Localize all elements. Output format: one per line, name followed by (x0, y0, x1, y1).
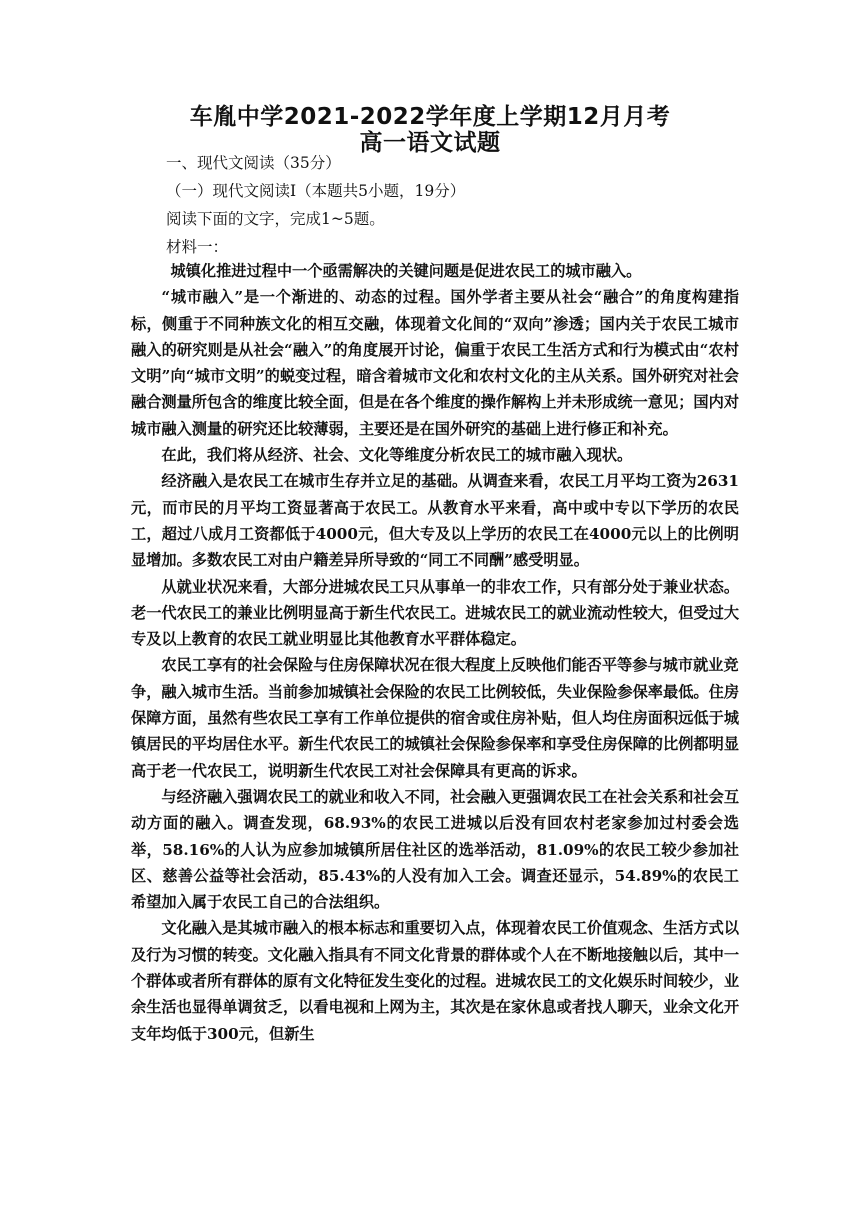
subsection-heading: （一）现代文阅读Ⅰ（本题共5小题，19分） (166, 182, 466, 200)
paragraph: 城镇化推进过程中一个亟需解决的关键问题是促进农民工的城市融入。 (170, 262, 642, 280)
paragraph: 从就业状况来看，大部分进城农民工只从事单一的非农工作，只有部分处于兼业状态。老一代农民工的兼业比例明显高于新生代农民工。进城农民工的就业流动性较大，但受过大专及以上教育的农民工就业明显比其他教育水平群体稳定。 (131, 577, 739, 649)
paragraph: “城市融入”是一个渐进的、动态的过程。国外学者主要从社会“融合”的角度构建指标，侧重于不同种族文化的相互交融，体现着文化间的“双向”渗透；国内关于农民工城市融入的研究则是从社会“融入”的角度展开讨论，偏重于农民工生活方式和行为模式由“农村文明”向“城市文明”的蜕变过程，暗含着城市文化和农村文化的主从关系。国外研究对社会融合测量所包含的维度比较全面，但是在各个维度的操作解构上并未形成统一意见；国内对城市融入测量的研究还比较薄弱，主要还是在国外研究的基础上进行修正和补充。 (131, 288, 739, 438)
paragraph: 农民工享有的社会保险与住房保障状况在很大程度上反映他们能否平等参与城市就业竞 (161, 656, 739, 675)
section-heading: 一、现代文阅读（35分） (166, 154, 341, 172)
paragraph: 与经济融入强调农民工的就业和收入不同，社会融入更强调农民工在社会关系和社会互动方面的融入。调查发现，68.93%的农民工进城以后没有回农村老家参加过村委会选举，58.16%的人认为应参加城镇所居住社区的选举活动，81.09%的农民工较少参加社区、慈善公益等社会活动，85.43%的人没有加入工会。调查还显示，54.89%的农民工希望加入属于农民工自己的合法组织。 (131, 787, 739, 912)
reading-passage (131, 258, 739, 1047)
paragraph: 争，融入城市生活。当前参加城镇社会保险的农民工比例较低，失业保险参保率最低。住房保障方面，虽然有些农民工享有工作单位提供的宿舍或住房补贴，但人均住房面积远低于城镇居民的平均居住水平。新生代农民工的城镇社会保险参保率和享受住房保障的比例都明显高于老一代农民工，说明新生代农民工对社会保障具有更高的诉求。 (131, 682, 739, 780)
document-subtitle: 高一语文试题 (359, 130, 501, 156)
reading-instruction: 阅读下面的文字，完成1~5题。 (166, 210, 385, 228)
paragraph: 经济融入是农民工在城市生存并立足的基础。从调查来看，农民工月平均工资为2631元，而市民的月平均工资显著高于农民工。从教育水平来看，高中或中专以下学历的农民工，超过八成月工资都低于4000元，但大专及以上学历的农民工在4000元以上的比例明显增加。多数农民工对由户籍差异所导致的“同工不同酬”感受明显。 (131, 472, 739, 570)
paragraph: 文化融入是其城市融入的根本标志和重要切入点，体现着农民工价值观念、生活方式以及行为习惯的转变。文化融入指具有不同文化背景的群体或个人在不断地接触以后，其中一个群体或者所有群体的原有文化特征发生变化的过程。进城农民工的文化娱乐时间较少，业余生活也显得单调贫乏，以看电视和上网为主，其次是在家休息或者找人聊天，业余文化开支年均低于300元，但新生 (131, 919, 739, 1043)
paragraph: 在此，我们将从经济、社会、文化等维度分析农民工的城市融入现状。 (161, 446, 633, 465)
document-title: 车胤中学2021-2022学年度上学期12月月考 (189, 104, 671, 130)
material-label: 材料一： (166, 238, 229, 256)
